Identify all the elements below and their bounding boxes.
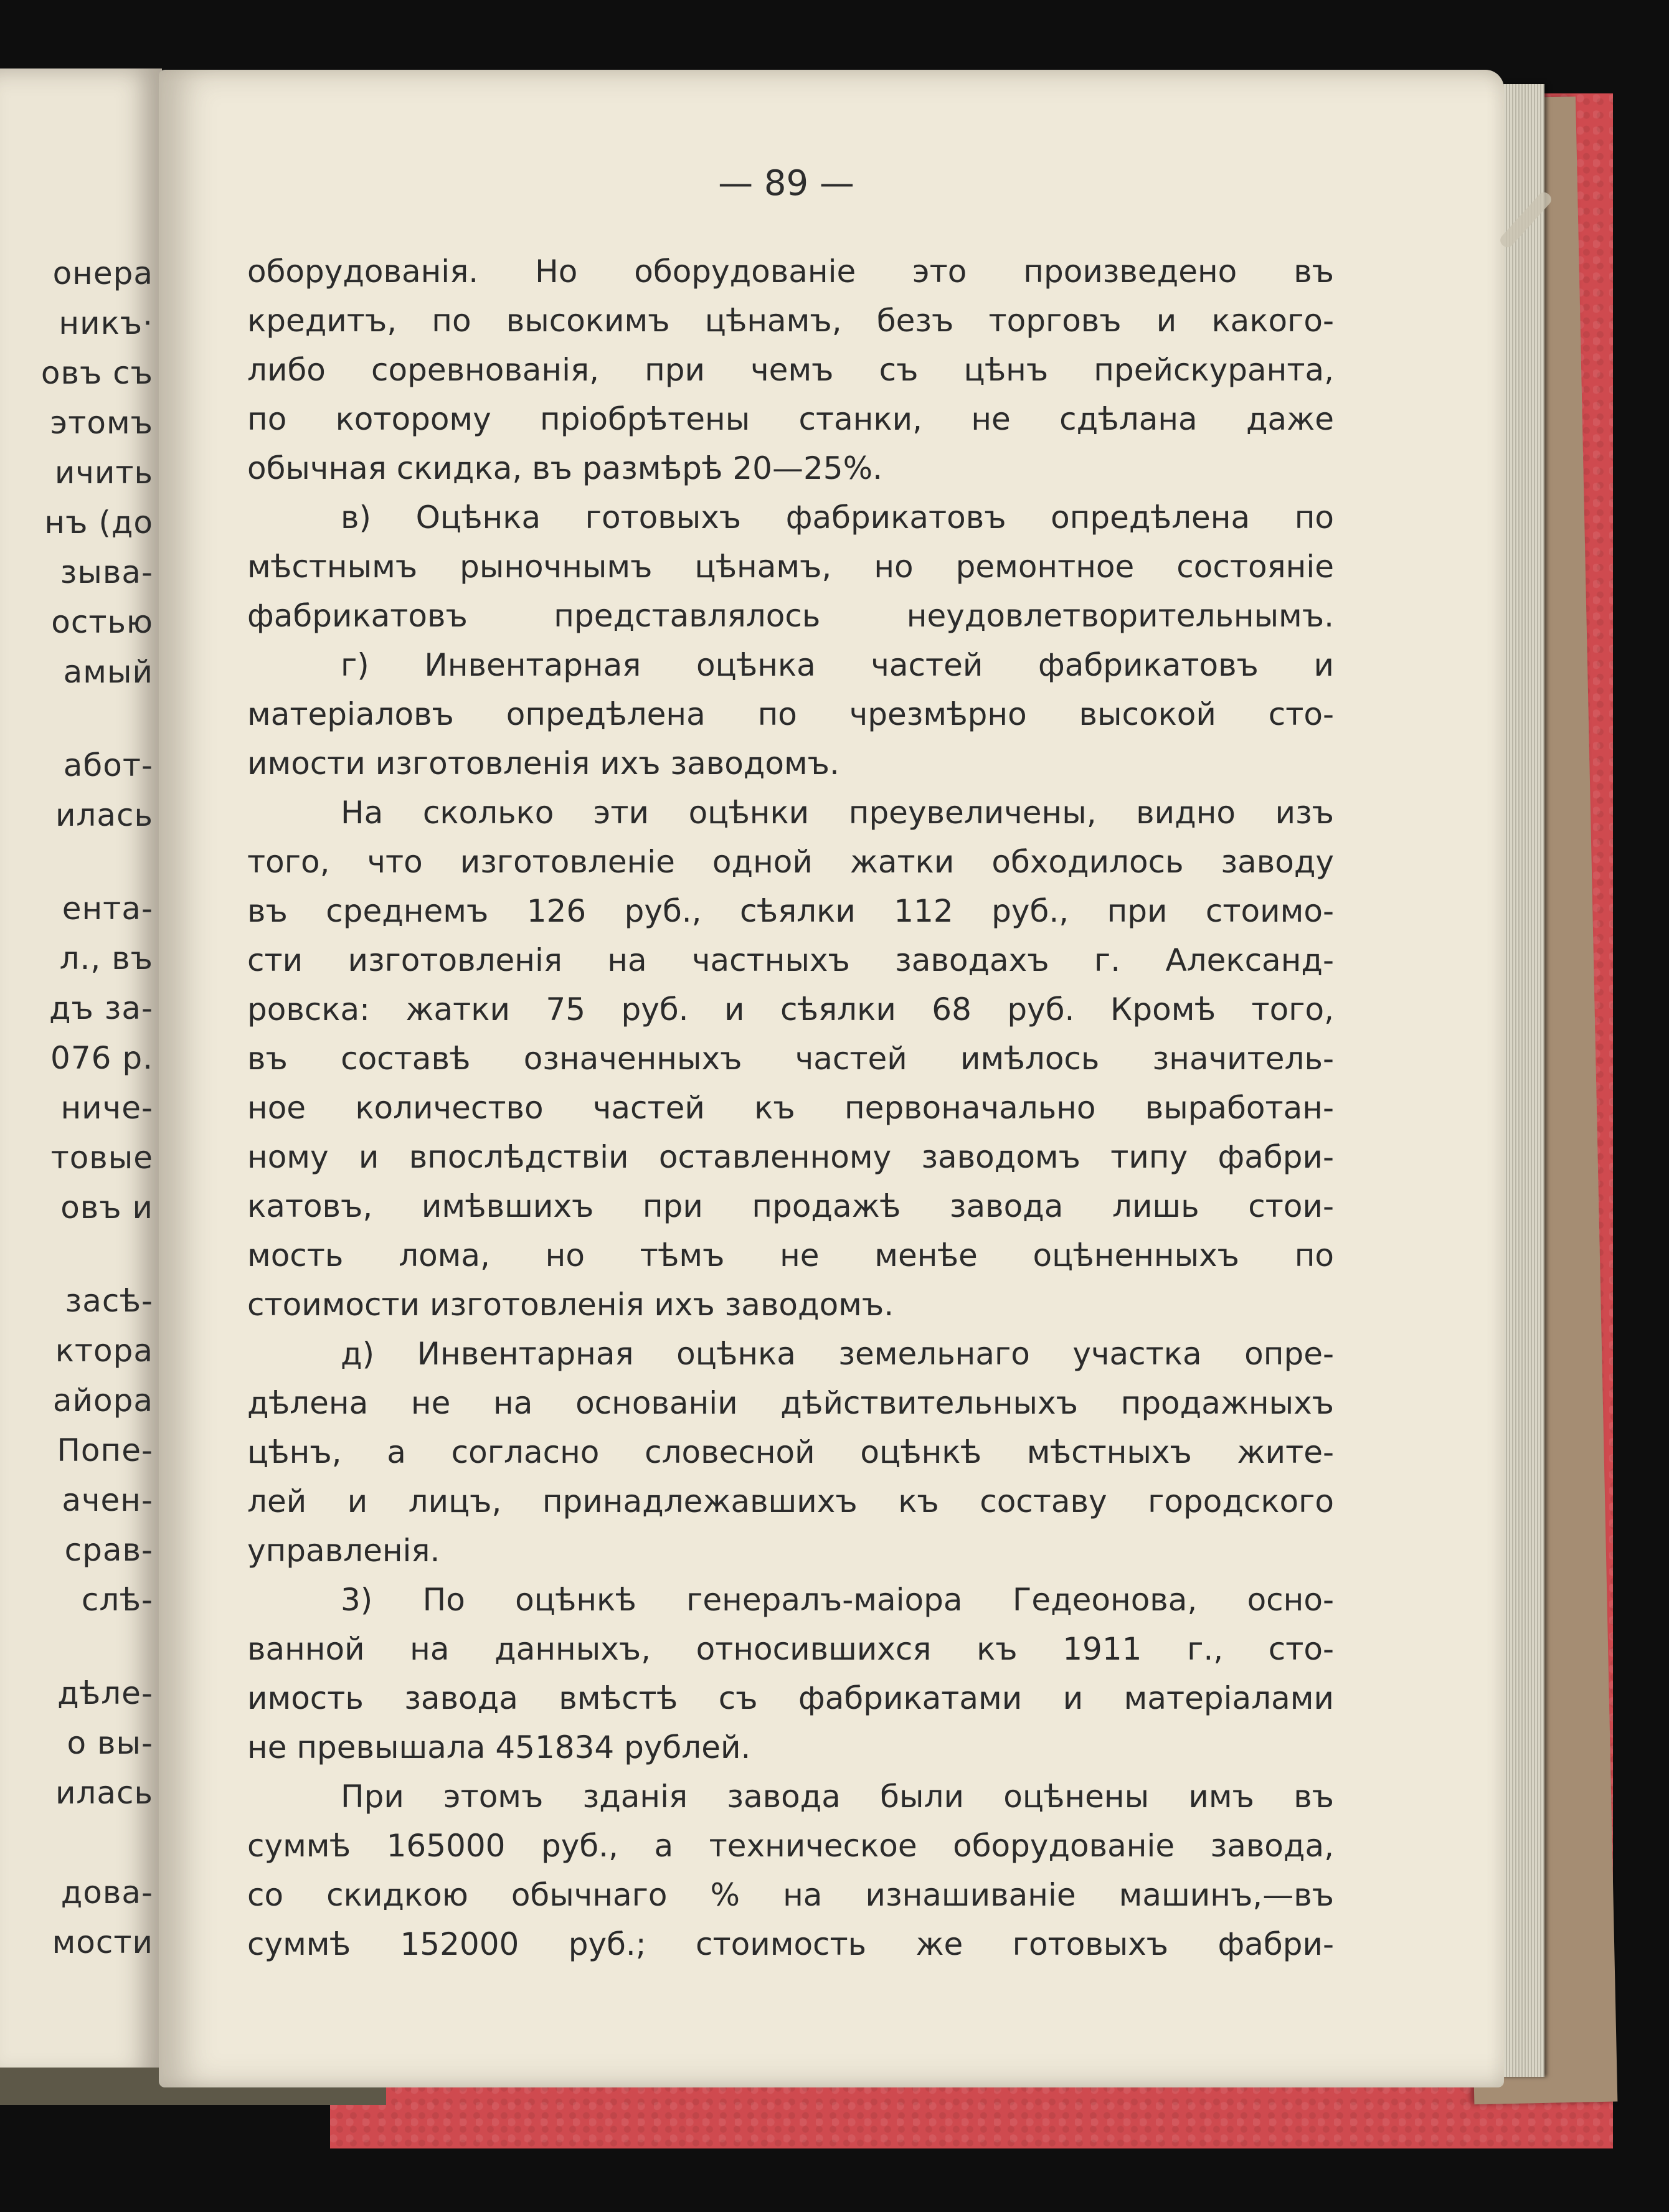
left-page-fragment: мости (52, 1924, 153, 1960)
text-line: в) Оцѣнка готовыхъ фабрикатовъ опредѣлена по (341, 499, 1334, 536)
text-line: На сколько эти оцѣнки преувеличены, видно изъ (341, 795, 1334, 831)
left-page-fragment: ктора (55, 1333, 153, 1369)
text-line: стоимости изготовленія ихъ заводомъ. (247, 1287, 894, 1323)
left-page-fragment: срав- (64, 1532, 153, 1568)
left-page-fragment: зыва- (60, 554, 153, 590)
left-page-fragment: товые (50, 1140, 153, 1176)
text-line: матеріаловъ опредѣлена по чрезмѣрно высокой сто- (247, 696, 1334, 732)
text-line: либо соревнованія, при чемъ съ цѣнъ прейскуранта, (247, 352, 1334, 388)
text-line: ное количество частей къ первоначально выработан- (247, 1090, 1334, 1126)
left-page-fragment: дѣле- (57, 1675, 153, 1711)
text-line: кредитъ, по высокимъ цѣнамъ, безъ торговъ и какого- (247, 303, 1334, 339)
left-page-fragment: айора (52, 1382, 153, 1419)
left-page-fragment: дъ за- (49, 990, 153, 1026)
text-line: въ среднемъ 126 руб., сѣялки 112 руб., при стоимо- (247, 893, 1334, 929)
left-page-fragment: слѣ- (81, 1582, 153, 1618)
text-line: имости изготовленія ихъ заводомъ. (247, 745, 839, 782)
text-line: д) Инвентарная оцѣнка земельнаго участка опре- (341, 1336, 1334, 1372)
body-text (247, 247, 1334, 1969)
text-line: цѣнъ, а согласно словесной оцѣнкѣ мѣстныхъ жите- (247, 1434, 1334, 1470)
text-line: не превышала 451834 рублей. (247, 1729, 751, 1765)
text-line: катовъ, имѣвшихъ при продажѣ завода лишь стои- (247, 1188, 1334, 1224)
text-line: ванной на данныхъ, относившихся къ 1911 г., сто- (247, 1631, 1334, 1667)
left-page-fragment: этомъ (50, 405, 153, 441)
left-page-fragment: Попе- (57, 1432, 153, 1468)
left-page (0, 69, 162, 2080)
left-page-fragment: ниче- (60, 1090, 153, 1126)
text-line: по которому пріобрѣтены станки, не сдѣлана даже (247, 401, 1334, 437)
left-page-fragment: дова- (60, 1874, 153, 1911)
left-page-fragment: ичить (54, 455, 153, 491)
text-line: того, что изготовленіе одной жатки обходилось заводу (247, 844, 1334, 880)
page-edges (1501, 84, 1544, 2077)
text-line: При этомъ зданія завода были оцѣнены имъ въ (341, 1779, 1334, 1815)
left-page-fragment: илась (55, 797, 153, 833)
text-line: обычная скидка, въ размѣрѣ 20—25%. (247, 450, 882, 486)
left-page-fragment: амый (63, 654, 153, 690)
page-number: — 89 — (718, 163, 854, 204)
left-page-fragment: илась (55, 1775, 153, 1811)
text-line: управленія. (247, 1533, 440, 1569)
text-line: дѣлена не на основаніи дѣйствительныхъ продажныхъ (247, 1385, 1334, 1421)
text-line: лей и лицъ, принадлежавшихъ къ составу городского (247, 1483, 1334, 1520)
text-line: имость завода вмѣстѣ съ фабрикатами и матеріалами (247, 1680, 1334, 1716)
left-page-fragment: ента- (62, 891, 153, 927)
main-page (159, 70, 1504, 2087)
left-page-fragment: о вы- (67, 1725, 153, 1761)
text-line: фабрикатовъ представлялось неудовлетворительнымъ. (247, 598, 1334, 634)
left-page-fragment: остью (51, 604, 153, 640)
left-page-fragment: засѣ- (65, 1283, 153, 1319)
text-line: со скидкою обычнаго % на изнашиваніе машинъ,—въ (247, 1877, 1334, 1913)
text-line: оборудованія. Но оборудованіе это произведено въ (247, 253, 1334, 290)
text-line: мѣстнымъ рыночнымъ цѣнамъ, но ремонтное состояніе (247, 549, 1334, 585)
left-page-fragment: онера (52, 255, 153, 291)
left-page-fragment: никъ· (59, 305, 153, 341)
left-page-fragment: 076 р. (50, 1040, 153, 1076)
text-line: сти изготовленія на частныхъ заводахъ г. Александ- (247, 942, 1334, 978)
text-line: г) Инвентарная оцѣнка частей фабрикатовъ и (341, 647, 1334, 683)
text-line: 3) По оцѣнкѣ генералъ-маіора Гедеонова, осно- (341, 1582, 1334, 1618)
text-line: ному и впослѣдствіи оставленному заводомъ типу фабри- (247, 1139, 1334, 1175)
left-page-fragment: овъ и (60, 1189, 153, 1226)
left-page-fragment: абот- (63, 747, 153, 783)
left-page-fragment: л., въ (59, 940, 153, 976)
text-line: суммѣ 152000 руб.; стоимость же готовыхъ фабри- (247, 1926, 1334, 1962)
left-page-fragment: нъ (до (44, 504, 153, 541)
text-line: ровска: жатки 75 руб. и сѣялки 68 руб. Кромѣ того, (247, 991, 1334, 1028)
left-page-fragment: овъ съ (40, 355, 153, 391)
left-page-fragment: ачен- (62, 1482, 153, 1518)
text-line: въ составѣ означенныхъ частей имѣлось значитель- (247, 1041, 1334, 1077)
text-line: мость лома, но тѣмъ не менѣе оцѣненныхъ по (247, 1237, 1334, 1274)
text-line: суммѣ 165000 руб., а техническое оборудованіе завода, (247, 1828, 1334, 1864)
